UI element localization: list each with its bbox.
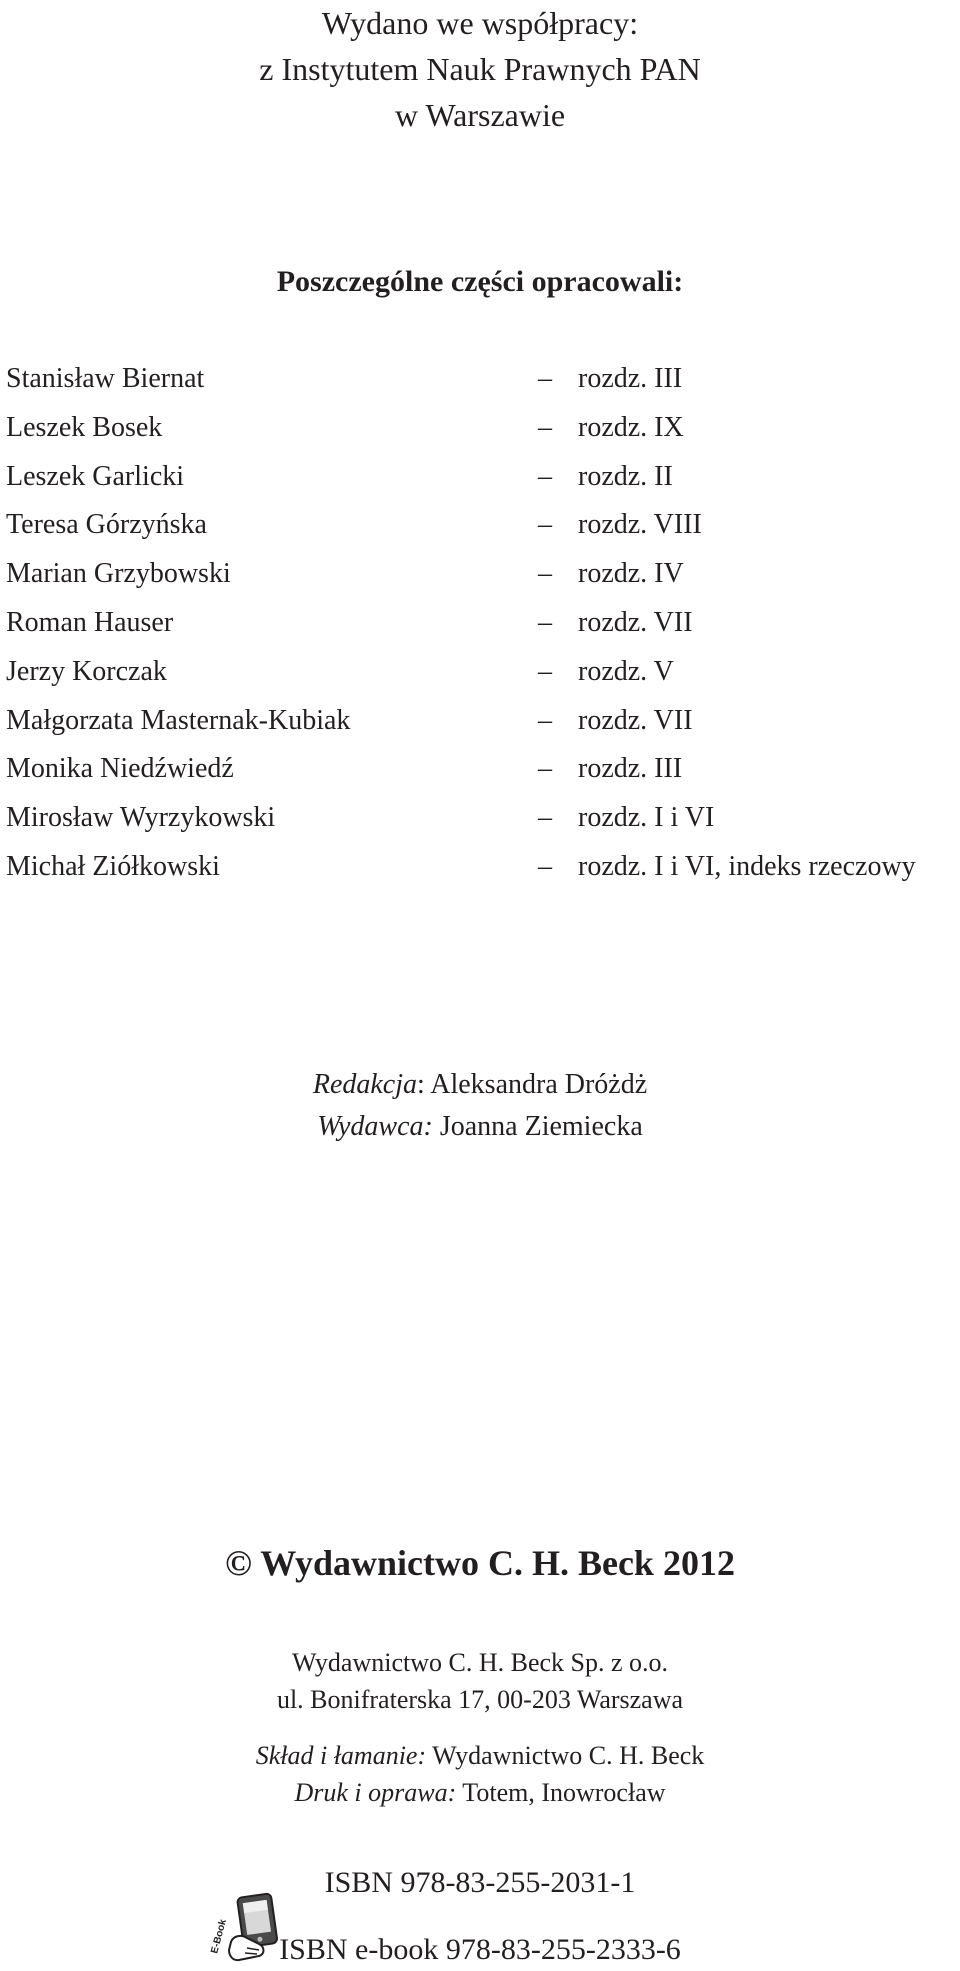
- author-name: Monika Niedźwiedź: [6, 753, 234, 785]
- author-name: Stanisław Biernat: [6, 363, 205, 394]
- redakcja-separator: :: [417, 1069, 425, 1100]
- author-chapter: rozdz. II: [578, 460, 673, 492]
- copyright-notice: © Wydawnictwo C. H. Beck 2012: [225, 1543, 735, 1583]
- author-dash: –: [538, 606, 552, 638]
- author-row: [6, 599, 956, 648]
- author-chapter: rozdz. V: [578, 655, 674, 687]
- author-dash: –: [538, 655, 552, 687]
- editors-credits: [0, 1064, 960, 1148]
- typesetting-label: Skład i łamanie:: [255, 1741, 427, 1770]
- author-dash: –: [538, 558, 552, 590]
- author-chapter: rozdz. VII: [578, 704, 693, 736]
- author-row: [6, 501, 956, 550]
- author-dash: –: [538, 753, 552, 785]
- author-name: Jerzy Korczak: [6, 655, 167, 687]
- author-dash: –: [538, 460, 552, 492]
- author-name: Marian Grzybowski: [6, 558, 231, 590]
- author-row: [6, 355, 956, 404]
- printing-line: [0, 1774, 960, 1811]
- author-name: Leszek Garlicki: [6, 460, 185, 492]
- publisher-info: [0, 1644, 960, 1718]
- author-name: Michał Ziółkowski: [6, 850, 220, 882]
- author-dash: –: [538, 411, 552, 443]
- author-name: Małgorzata Masternak-Kubiak: [6, 704, 351, 736]
- cooperation-line-2: z Instytutem Nauk Prawnych PAN: [259, 51, 701, 87]
- author-chapter: rozdz. VIII: [578, 509, 702, 541]
- redakcja-name: Aleksandra Dróżdż: [424, 1069, 648, 1100]
- author-chapter: rozdz. I i VI: [578, 802, 715, 834]
- author-chapter: rozdz. VII: [578, 606, 693, 638]
- author-name: Roman Hauser: [6, 606, 174, 638]
- author-dash: –: [538, 509, 552, 541]
- author-dash: –: [538, 802, 552, 834]
- wydawca-name: Joanna Ziemiecka: [432, 1111, 643, 1142]
- redakcja-line: [0, 1064, 960, 1106]
- production-credits: [0, 1737, 960, 1811]
- wydawca-label: Wydawca:: [317, 1111, 433, 1142]
- cooperation-line-3: w Warszawie: [394, 97, 566, 133]
- redakcja-label: Redakcja: [312, 1069, 418, 1100]
- wydawca-line: [0, 1106, 960, 1148]
- author-row: [6, 745, 956, 794]
- author-row: [6, 404, 956, 453]
- author-chapter: rozdz. III: [578, 753, 683, 785]
- author-name: Leszek Bosek: [6, 411, 163, 443]
- author-row: [6, 697, 956, 746]
- author-dash: –: [538, 704, 552, 736]
- author-dash: –: [538, 850, 552, 882]
- author-dash: –: [538, 363, 552, 394]
- publisher-address: ul. Bonifraterska 17, 00-203 Warszawa: [276, 1685, 684, 1714]
- author-name: Mirosław Wyrzykowski: [6, 802, 276, 834]
- author-row: [6, 453, 956, 502]
- author-chapter: rozdz. III: [578, 363, 683, 394]
- author-row: [6, 843, 956, 892]
- authors-list: [6, 355, 956, 892]
- author-chapter: rozdz. IV: [578, 558, 684, 590]
- isbn-ebook: ISBN e-book 978-83-255-2333-6: [279, 1933, 681, 1966]
- cooperation-line-1: Wydano we współpracy:: [321, 5, 639, 41]
- printing-value: Totem, Inowrocław: [456, 1778, 666, 1807]
- author-name: Teresa Górzyńska: [6, 509, 207, 541]
- publisher-name: Wydawnictwo C. H. Beck Sp. z o.o.: [291, 1648, 669, 1677]
- author-row: [6, 550, 956, 599]
- typesetting-value: Wydawnictwo C. H. Beck: [426, 1741, 705, 1770]
- isbn-print: ISBN 978-83-255-2031-1: [324, 1866, 636, 1899]
- ebook-icon-label: E-Book: [209, 1918, 229, 1955]
- printing-label: Druk i oprawa:: [294, 1778, 457, 1807]
- author-row: [6, 648, 956, 697]
- typesetting-line: [0, 1737, 960, 1774]
- cooperation-note: [0, 0, 960, 138]
- author-row: [6, 794, 956, 843]
- author-chapter: rozdz. I i VI, indeks rzeczowy: [578, 850, 916, 882]
- author-chapter: rozdz. IX: [578, 411, 684, 443]
- authors-heading: Poszczególne części opracowali:: [276, 265, 684, 298]
